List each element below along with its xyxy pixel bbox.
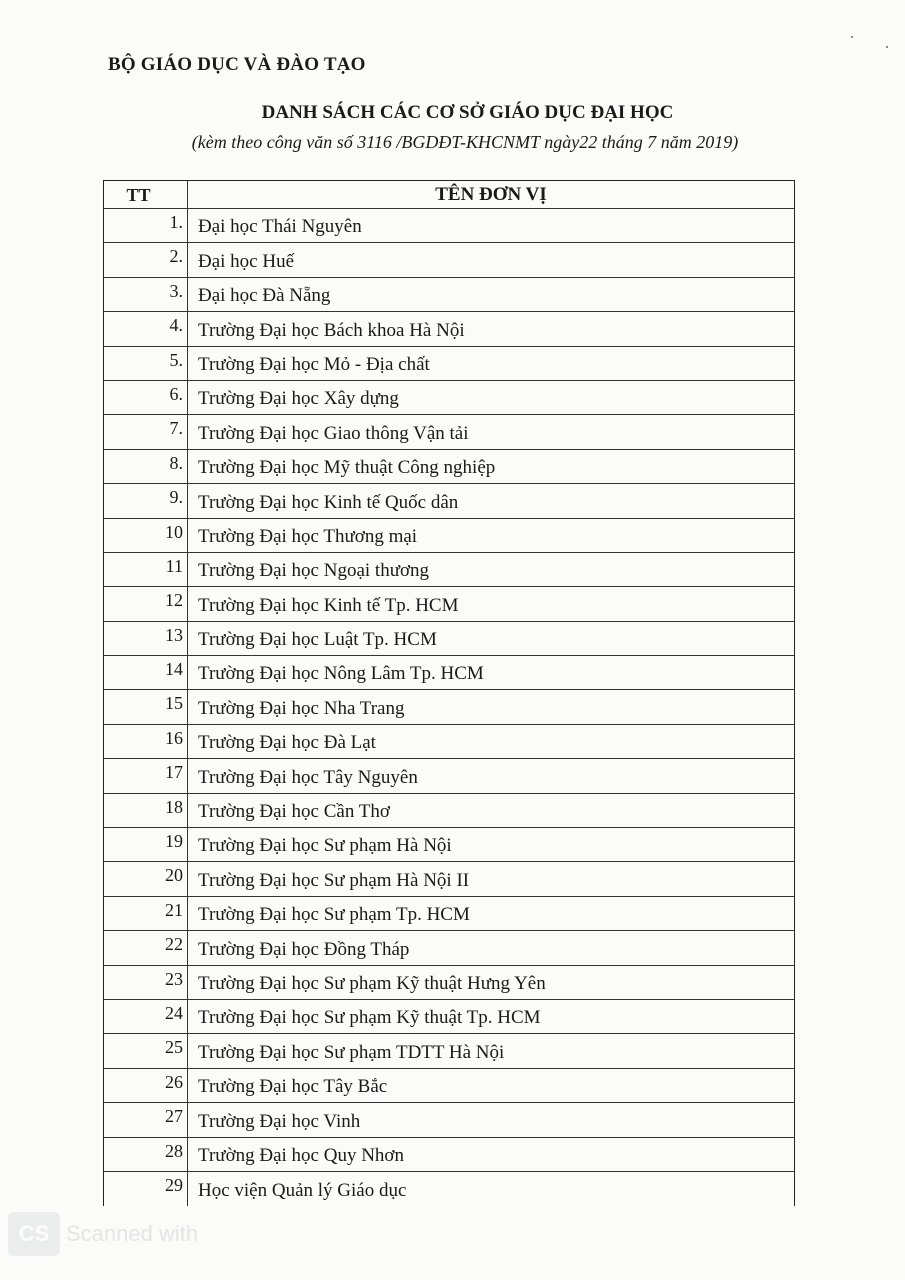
table-row: [104, 381, 794, 415]
table-row: [104, 931, 794, 965]
institution-name: Trường Đại học Sư phạm Kỹ thuật Hưng Yên: [198, 972, 546, 994]
institution-name: Trường Đại học Sư phạm Hà Nội II: [198, 869, 470, 891]
row-number: 10: [104, 519, 188, 552]
row-number: 12: [104, 587, 188, 620]
institution-name: Trường Đại học Bách khoa Hà Nội: [198, 319, 465, 341]
table-row: [104, 794, 794, 828]
institution-name: Đại học Thái Nguyên: [198, 216, 362, 238]
row-number: 14: [104, 656, 188, 689]
row-number: 19: [104, 828, 188, 861]
table-row: [104, 725, 794, 759]
row-number: 13: [104, 622, 188, 655]
column-header-name: TÊN ĐƠN VỊ: [435, 184, 547, 205]
institution-name: Trường Đại học Nha Trang: [198, 697, 405, 719]
institution-name: Đại học Huế: [198, 250, 295, 272]
institution-name: Trường Đại học Giao thông Vận tải: [198, 422, 469, 444]
institution-name: Đại học Đà Nẵng: [198, 285, 331, 307]
institution-name: Trường Đại học Mỏ - Địa chất: [198, 353, 430, 375]
table-row: [104, 519, 794, 553]
table-row: [104, 1069, 794, 1103]
scanner-watermark: [8, 1212, 198, 1256]
table-row: [104, 1103, 794, 1137]
row-number: 3.: [104, 278, 188, 311]
document-title: DANH SÁCH CÁC CƠ SỞ GIÁO DỤC ĐẠI HỌC: [261, 102, 674, 123]
row-number: 26: [104, 1069, 188, 1102]
institution-name: Trường Đại học Sư phạm Kỹ thuật Tp. HCM: [198, 1007, 541, 1029]
row-number: 11: [104, 553, 188, 586]
institution-name: Trường Đại học Sư phạm TDTT Hà Nội: [198, 1041, 505, 1063]
row-number: 15: [104, 690, 188, 723]
scan-speck: [851, 36, 853, 38]
row-number: 25: [104, 1034, 188, 1067]
institution-name: Trường Đại học Sư phạm Hà Nội: [198, 835, 452, 857]
watermark-text: Scanned with: [66, 1221, 199, 1246]
table-row: [104, 553, 794, 587]
scan-speck: [886, 46, 888, 48]
table-row: [104, 759, 794, 793]
row-number: 21: [104, 897, 188, 930]
camscanner-logo-icon: CS: [8, 1212, 60, 1256]
table-row: [104, 897, 794, 931]
institution-name: Trường Đại học Kinh tế Quốc dân: [198, 491, 459, 513]
institution-name: Trường Đại học Thương mại: [198, 525, 418, 547]
institution-name: Trường Đại học Tây Bắc: [198, 1076, 388, 1098]
institution-name: Trường Đại học Cần Thơ: [198, 801, 390, 823]
institution-name: Trường Đại học Đồng Tháp: [198, 938, 410, 960]
row-number: 29: [104, 1172, 188, 1206]
row-number: 22: [104, 931, 188, 964]
row-number: 24: [104, 1000, 188, 1033]
table-row: [104, 1000, 794, 1034]
table-row: [104, 1138, 794, 1172]
institution-name: Trường Đại học Xây dựng: [198, 388, 399, 410]
row-number: 7.: [104, 415, 188, 448]
row-number: 6.: [104, 381, 188, 414]
row-number: 18: [104, 794, 188, 827]
institution-name: Trường Đại học Mỹ thuật Công nghiệp: [198, 457, 496, 479]
row-number: 2.: [104, 243, 188, 276]
institutions-table: [103, 180, 795, 1206]
row-number: 17: [104, 759, 188, 792]
ministry-heading: BỘ GIÁO DỤC VÀ ĐÀO TẠO: [108, 54, 366, 75]
institution-name: Trường Đại học Đà Lạt: [198, 732, 376, 754]
table-row: [104, 587, 794, 621]
institution-name: Học viện Quản lý Giáo dục: [198, 1180, 407, 1202]
row-number: 4.: [104, 312, 188, 345]
institution-name: Trường Đại học Tây Nguyên: [198, 766, 418, 788]
row-number: 9.: [104, 484, 188, 517]
table-row: [104, 484, 794, 518]
document-subtitle: (kèm theo công văn số 3116 /BGDĐT-KHCNMT ngày22 tháng 7 năm 2019): [191, 132, 739, 152]
institution-name: Trường Đại học Sư phạm Tp. HCM: [198, 904, 470, 926]
table-row: [104, 966, 794, 1000]
table-row: [104, 278, 794, 312]
institution-name: Trường Đại học Vinh: [198, 1110, 361, 1132]
table-row: [104, 1034, 794, 1068]
institution-name: Trường Đại học Nông Lâm Tp. HCM: [198, 663, 484, 685]
table-row: [104, 243, 794, 277]
table-row: [104, 209, 794, 243]
table-row: [104, 415, 794, 449]
row-number: 28: [104, 1138, 188, 1171]
table-row: [104, 828, 794, 862]
table-row: [104, 450, 794, 484]
row-number: 8.: [104, 450, 188, 483]
table-row: [104, 312, 794, 346]
table-row: [104, 656, 794, 690]
table-row: [104, 622, 794, 656]
row-number: 20: [104, 862, 188, 895]
row-number: 23: [104, 966, 188, 999]
table-header: [104, 181, 794, 209]
institution-name: Trường Đại học Kinh tế Tp. HCM: [198, 594, 459, 616]
column-header-tt: TT: [104, 181, 188, 208]
table-row: [104, 690, 794, 724]
row-number: 5.: [104, 347, 188, 380]
table-row: [104, 1172, 794, 1206]
row-number: 27: [104, 1103, 188, 1136]
institution-name: Trường Đại học Quy Nhơn: [198, 1144, 404, 1166]
table-row: [104, 347, 794, 381]
row-number: 1.: [104, 209, 188, 242]
row-number: 16: [104, 725, 188, 758]
institution-name: Trường Đại học Ngoại thương: [198, 560, 430, 582]
institution-name: Trường Đại học Luật Tp. HCM: [198, 629, 437, 651]
table-row: [104, 862, 794, 896]
